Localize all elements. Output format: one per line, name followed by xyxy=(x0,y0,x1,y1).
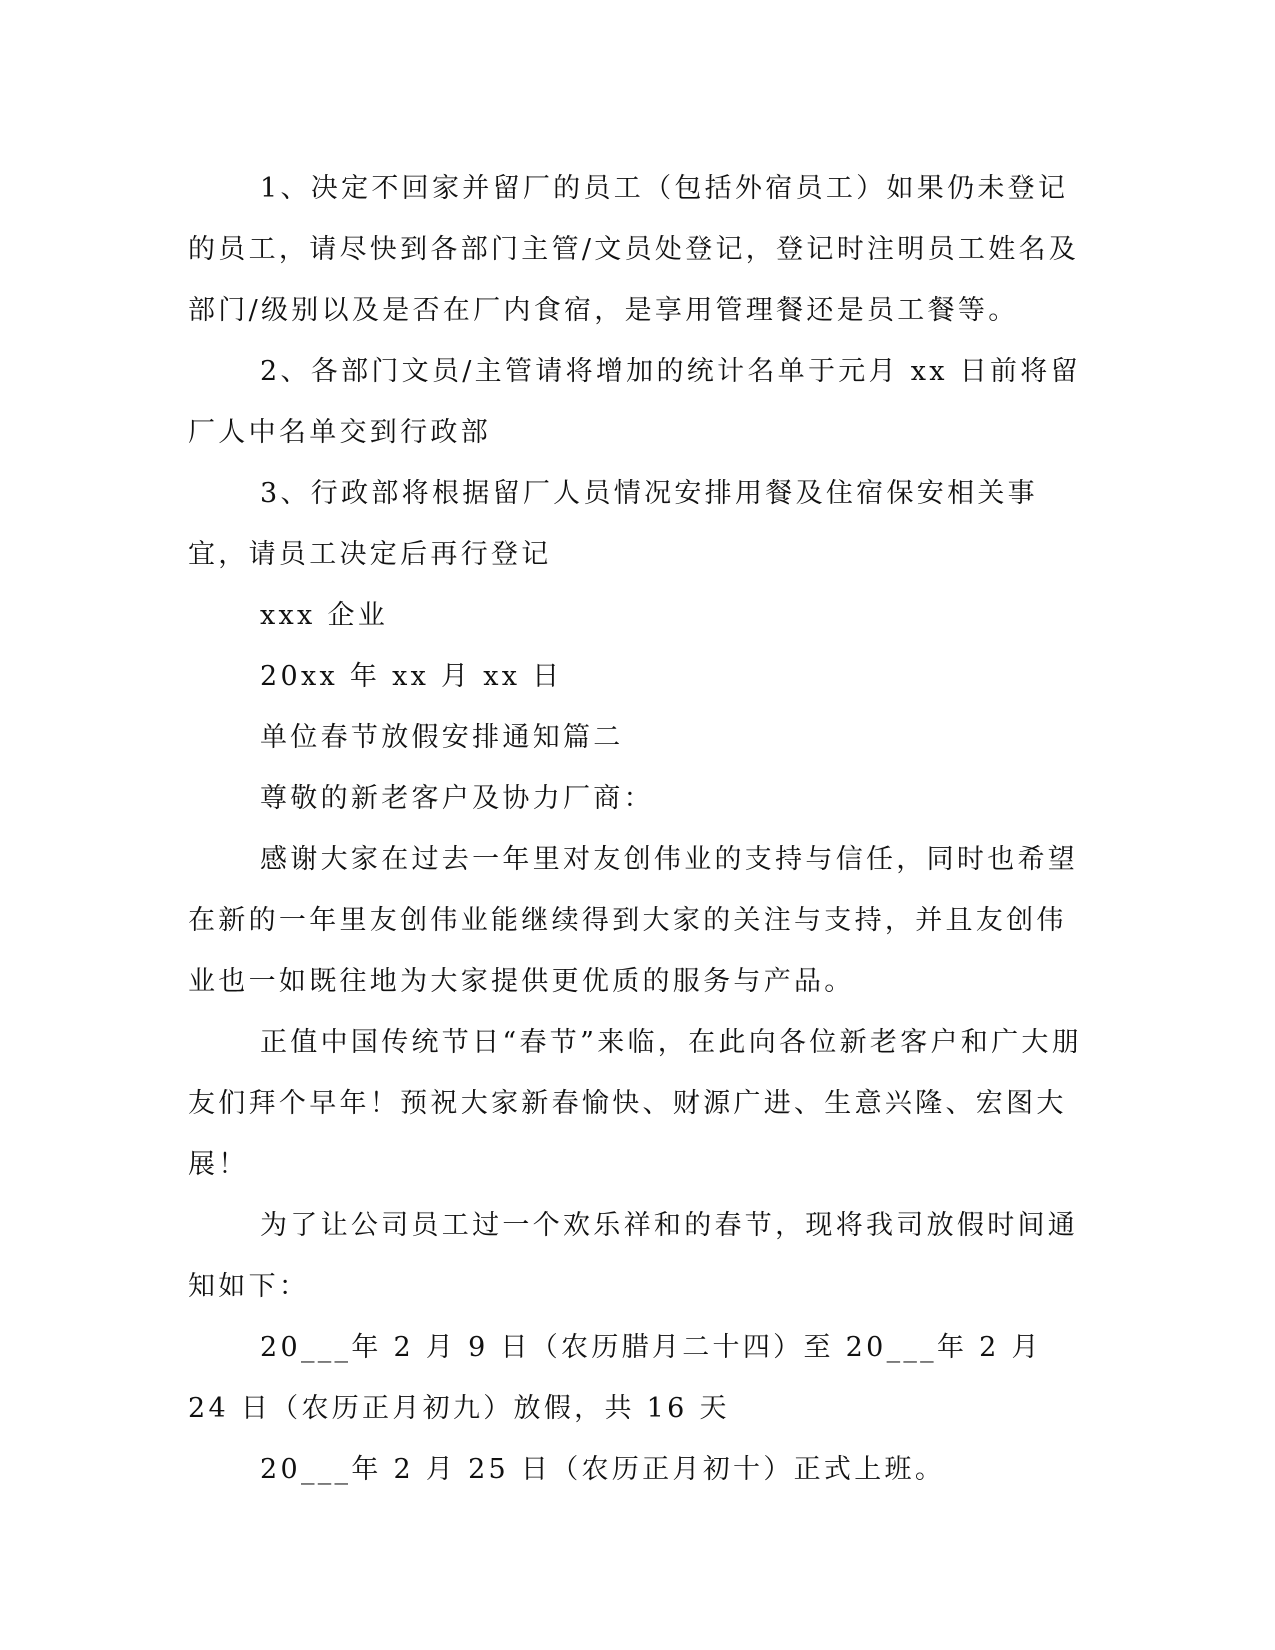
greeting-paragraph: 正值中国传统节日“春节”来临，在此向各位新老客户和广大朋友们拜个早年！预祝大家新春愉快、财源广进、生意兴隆、宏图大展！ xyxy=(188,1027,1083,1180)
return-to-work-paragraph: 20___年 2 月 25 日（农历正月初十）正式上班。 xyxy=(260,1454,946,1485)
paragraph-item-2: 2、各部门文员/主管请将增加的统计名单于元月 xx 日前将留厂人中名单交到行政部 xyxy=(188,356,1081,448)
signature-date: 20xx 年 xx 月 xx 日 xyxy=(260,661,563,692)
paragraph-item-1: 1、决定不回家并留厂的员工（包括外宿员工）如果仍未登记的员工，请尽快到各部门主管/文员处登记，登记时注明员工姓名及部门/级别以及是否在厂内食宿，是享用管理餐还是员工餐等。 xyxy=(188,173,1080,326)
section-title: 单位春节放假安排通知篇二 xyxy=(260,722,624,753)
holiday-period-paragraph: 20___年 2 月 9 日（农历腊月二十四）至 20___年 2 月 24 日（农历正月初九）放假，共 16 天 xyxy=(188,1332,1042,1424)
paragraph-item-3: 3、行政部将根据留厂人员情况安排用餐及住宿保安相关事宜，请员工决定后再行登记 xyxy=(188,478,1038,570)
salutation: 尊敬的新老客户及协力厂商： xyxy=(260,783,654,814)
thanks-paragraph: 感谢大家在过去一年里对友创伟业的支持与信任，同时也希望在新的一年里友创伟业能继续得到大家的关注与支持，并且友创伟业也一如既往地为大家提供更优质的服务与产品。 xyxy=(188,844,1079,997)
company-signature: xxx 企业 xyxy=(260,600,389,631)
notice-intro-paragraph: 为了让公司员工过一个欢乐祥和的春节，现将我司放假时间通知如下： xyxy=(188,1210,1079,1302)
document-body xyxy=(188,158,1083,1500)
